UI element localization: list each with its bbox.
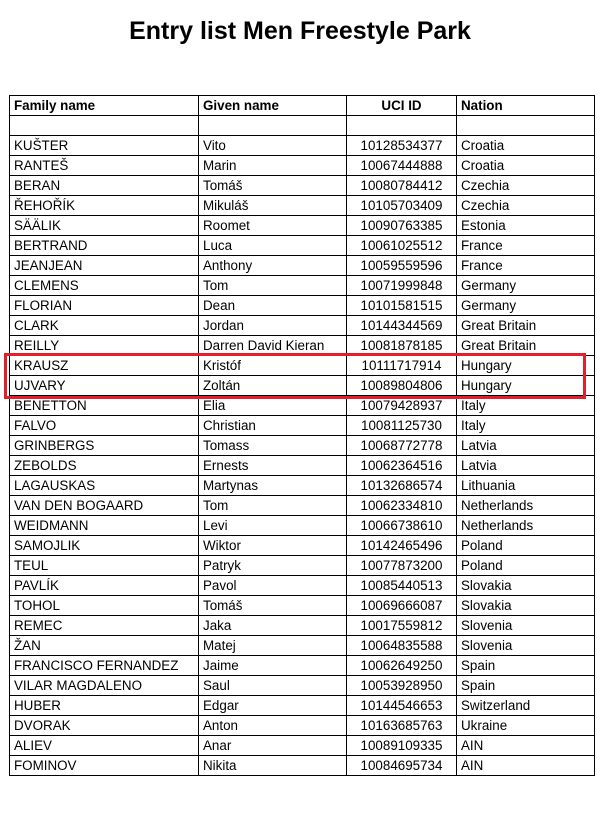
uci-id-cell: 10081878185: [347, 336, 457, 356]
family-name-cell: UJVARY: [10, 376, 199, 396]
uci-id-cell: 10080784412: [347, 176, 457, 196]
nation-cell: Netherlands: [457, 516, 595, 536]
nation-cell: Netherlands: [457, 496, 595, 516]
table-row: [10, 316, 595, 336]
family-name-cell: FOMINOV: [10, 756, 199, 776]
family-name-cell: TEUL: [10, 556, 199, 576]
uci-id-cell: 10090763385: [347, 216, 457, 236]
given-name-cell: Kristóf: [199, 356, 347, 376]
table-row: [10, 416, 595, 436]
blank-cell: [199, 116, 347, 136]
table-row: [10, 136, 595, 156]
family-name-cell: CLEMENS: [10, 276, 199, 296]
table-row: [10, 376, 595, 396]
table-row: [10, 676, 595, 696]
header-family-name: Family name: [10, 96, 199, 116]
header-nation: Nation: [457, 96, 595, 116]
uci-id-cell: 10105703409: [347, 196, 457, 216]
given-name-cell: Patryk: [199, 556, 347, 576]
uci-id-cell: 10061025512: [347, 236, 457, 256]
table-row: [10, 336, 595, 356]
table-row: [10, 276, 595, 296]
blank-row: [10, 116, 595, 136]
table-row: [10, 236, 595, 256]
given-name-cell: Dean: [199, 296, 347, 316]
family-name-cell: HUBER: [10, 696, 199, 716]
given-name-cell: Mikuláš: [199, 196, 347, 216]
uci-id-cell: 10081125730: [347, 416, 457, 436]
given-name-cell: Ernests: [199, 456, 347, 476]
table-row: [10, 556, 595, 576]
table-row: [10, 656, 595, 676]
family-name-cell: ŘEHOŘÍK: [10, 196, 199, 216]
family-name-cell: FRANCISCO FERNANDEZ: [10, 656, 199, 676]
family-name-cell: KRAUSZ: [10, 356, 199, 376]
family-name-cell: FALVO: [10, 416, 199, 436]
uci-id-cell: 10089109335: [347, 736, 457, 756]
nation-cell: Slovakia: [457, 576, 595, 596]
uci-id-cell: 10062649250: [347, 656, 457, 676]
blank-cell: [347, 116, 457, 136]
given-name-cell: Anton: [199, 716, 347, 736]
given-name-cell: Nikita: [199, 756, 347, 776]
family-name-cell: VAN DEN BOGAARD: [10, 496, 199, 516]
table-row: [10, 456, 595, 476]
given-name-cell: Tomáš: [199, 176, 347, 196]
table-row: [10, 496, 595, 516]
table-row: [10, 736, 595, 756]
uci-id-cell: 10163685763: [347, 716, 457, 736]
nation-cell: Italy: [457, 416, 595, 436]
table-row: [10, 196, 595, 216]
family-name-cell: LAGAUSKAS: [10, 476, 199, 496]
uci-id-cell: 10053928950: [347, 676, 457, 696]
given-name-cell: Vito: [199, 136, 347, 156]
family-name-cell: GRINBERGS: [10, 436, 199, 456]
table-row: [10, 616, 595, 636]
table-row: [10, 256, 595, 276]
nation-cell: Slovenia: [457, 616, 595, 636]
family-name-cell: REMEC: [10, 616, 199, 636]
nation-cell: Slovakia: [457, 596, 595, 616]
uci-id-cell: 10085440513: [347, 576, 457, 596]
family-name-cell: REILLY: [10, 336, 199, 356]
family-name-cell: DVORAK: [10, 716, 199, 736]
nation-cell: Poland: [457, 536, 595, 556]
given-name-cell: Edgar: [199, 696, 347, 716]
table-row: [10, 216, 595, 236]
given-name-cell: Tomass: [199, 436, 347, 456]
table-row: [10, 396, 595, 416]
family-name-cell: CLARK: [10, 316, 199, 336]
given-name-cell: Jaime: [199, 656, 347, 676]
nation-cell: Croatia: [457, 156, 595, 176]
table-header-row: [10, 96, 595, 116]
nation-cell: France: [457, 256, 595, 276]
given-name-cell: Christian: [199, 416, 347, 436]
given-name-cell: Pavol: [199, 576, 347, 596]
nation-cell: Croatia: [457, 136, 595, 156]
table-row: [10, 296, 595, 316]
uci-id-cell: 10132686574: [347, 476, 457, 496]
table-row: [10, 476, 595, 496]
family-name-cell: TOHOL: [10, 596, 199, 616]
nation-cell: Spain: [457, 676, 595, 696]
uci-id-cell: 10062334810: [347, 496, 457, 516]
family-name-cell: VILAR MAGDALENO: [10, 676, 199, 696]
uci-id-cell: 10077873200: [347, 556, 457, 576]
given-name-cell: Jaka: [199, 616, 347, 636]
table-row: [10, 756, 595, 776]
family-name-cell: ŽAN: [10, 636, 199, 656]
given-name-cell: Anar: [199, 736, 347, 756]
nation-cell: Lithuania: [457, 476, 595, 496]
uci-id-cell: 10062364516: [347, 456, 457, 476]
given-name-cell: Tom: [199, 276, 347, 296]
uci-id-cell: 10144546653: [347, 696, 457, 716]
given-name-cell: Tomáš: [199, 596, 347, 616]
given-name-cell: Zoltán: [199, 376, 347, 396]
uci-id-cell: 10089804806: [347, 376, 457, 396]
nation-cell: Estonia: [457, 216, 595, 236]
nation-cell: Slovenia: [457, 636, 595, 656]
given-name-cell: Anthony: [199, 256, 347, 276]
family-name-cell: RANTEŠ: [10, 156, 199, 176]
uci-id-cell: 10101581515: [347, 296, 457, 316]
family-name-cell: SÄÄLIK: [10, 216, 199, 236]
table-row: [10, 636, 595, 656]
table-row: [10, 596, 595, 616]
family-name-cell: SAMOJLIK: [10, 536, 199, 556]
uci-id-cell: 10068772778: [347, 436, 457, 456]
family-name-cell: FLORIAN: [10, 296, 199, 316]
nation-cell: Czechia: [457, 196, 595, 216]
uci-id-cell: 10071999848: [347, 276, 457, 296]
family-name-cell: JEANJEAN: [10, 256, 199, 276]
table-row: [10, 176, 595, 196]
nation-cell: France: [457, 236, 595, 256]
family-name-cell: ALIEV: [10, 736, 199, 756]
blank-cell: [457, 116, 595, 136]
uci-id-cell: 10017559812: [347, 616, 457, 636]
entry-table: [9, 95, 595, 776]
nation-cell: Germany: [457, 276, 595, 296]
table-row: [10, 356, 595, 376]
given-name-cell: Jordan: [199, 316, 347, 336]
uci-id-cell: 10069666087: [347, 596, 457, 616]
given-name-cell: Saul: [199, 676, 347, 696]
uci-id-cell: 10066738610: [347, 516, 457, 536]
nation-cell: AIN: [457, 736, 595, 756]
nation-cell: Ukraine: [457, 716, 595, 736]
uci-id-cell: 10142465496: [347, 536, 457, 556]
table-row: [10, 436, 595, 456]
uci-id-cell: 10064835588: [347, 636, 457, 656]
given-name-cell: Martynas: [199, 476, 347, 496]
nation-cell: AIN: [457, 756, 595, 776]
family-name-cell: BERTRAND: [10, 236, 199, 256]
given-name-cell: Roomet: [199, 216, 347, 236]
family-name-cell: BENETTON: [10, 396, 199, 416]
uci-id-cell: 10111717914: [347, 356, 457, 376]
uci-id-cell: 10079428937: [347, 396, 457, 416]
given-name-cell: Luca: [199, 236, 347, 256]
family-name-cell: WEIDMANN: [10, 516, 199, 536]
nation-cell: Hungary: [457, 376, 595, 396]
header-given-name: Given name: [199, 96, 347, 116]
table-row: [10, 516, 595, 536]
nation-cell: Latvia: [457, 436, 595, 456]
uci-id-cell: 10128534377: [347, 136, 457, 156]
nation-cell: Italy: [457, 396, 595, 416]
nation-cell: Switzerland: [457, 696, 595, 716]
given-name-cell: Tom: [199, 496, 347, 516]
given-name-cell: Wiktor: [199, 536, 347, 556]
table-row: [10, 156, 595, 176]
blank-cell: [10, 116, 199, 136]
nation-cell: Germany: [457, 296, 595, 316]
given-name-cell: Darren David Kieran: [199, 336, 347, 356]
family-name-cell: KUŠTER: [10, 136, 199, 156]
table-row: [10, 696, 595, 716]
page-title: Entry list Men Freestyle Park: [129, 17, 471, 45]
uci-id-cell: 10067444888: [347, 156, 457, 176]
header-uci-id: UCI ID: [347, 96, 457, 116]
family-name-cell: ZEBOLDS: [10, 456, 199, 476]
nation-cell: Latvia: [457, 456, 595, 476]
nation-cell: Great Britain: [457, 316, 595, 336]
given-name-cell: Elia: [199, 396, 347, 416]
nation-cell: Poland: [457, 556, 595, 576]
given-name-cell: Marin: [199, 156, 347, 176]
nation-cell: Spain: [457, 656, 595, 676]
uci-id-cell: 10144344569: [347, 316, 457, 336]
family-name-cell: PAVLÍK: [10, 576, 199, 596]
table-row: [10, 536, 595, 556]
family-name-cell: BERAN: [10, 176, 199, 196]
uci-id-cell: 10084695734: [347, 756, 457, 776]
uci-id-cell: 10059559596: [347, 256, 457, 276]
given-name-cell: Matej: [199, 636, 347, 656]
nation-cell: Czechia: [457, 176, 595, 196]
nation-cell: Hungary: [457, 356, 595, 376]
table-row: [10, 716, 595, 736]
nation-cell: Great Britain: [457, 336, 595, 356]
given-name-cell: Levi: [199, 516, 347, 536]
table-row: [10, 576, 595, 596]
